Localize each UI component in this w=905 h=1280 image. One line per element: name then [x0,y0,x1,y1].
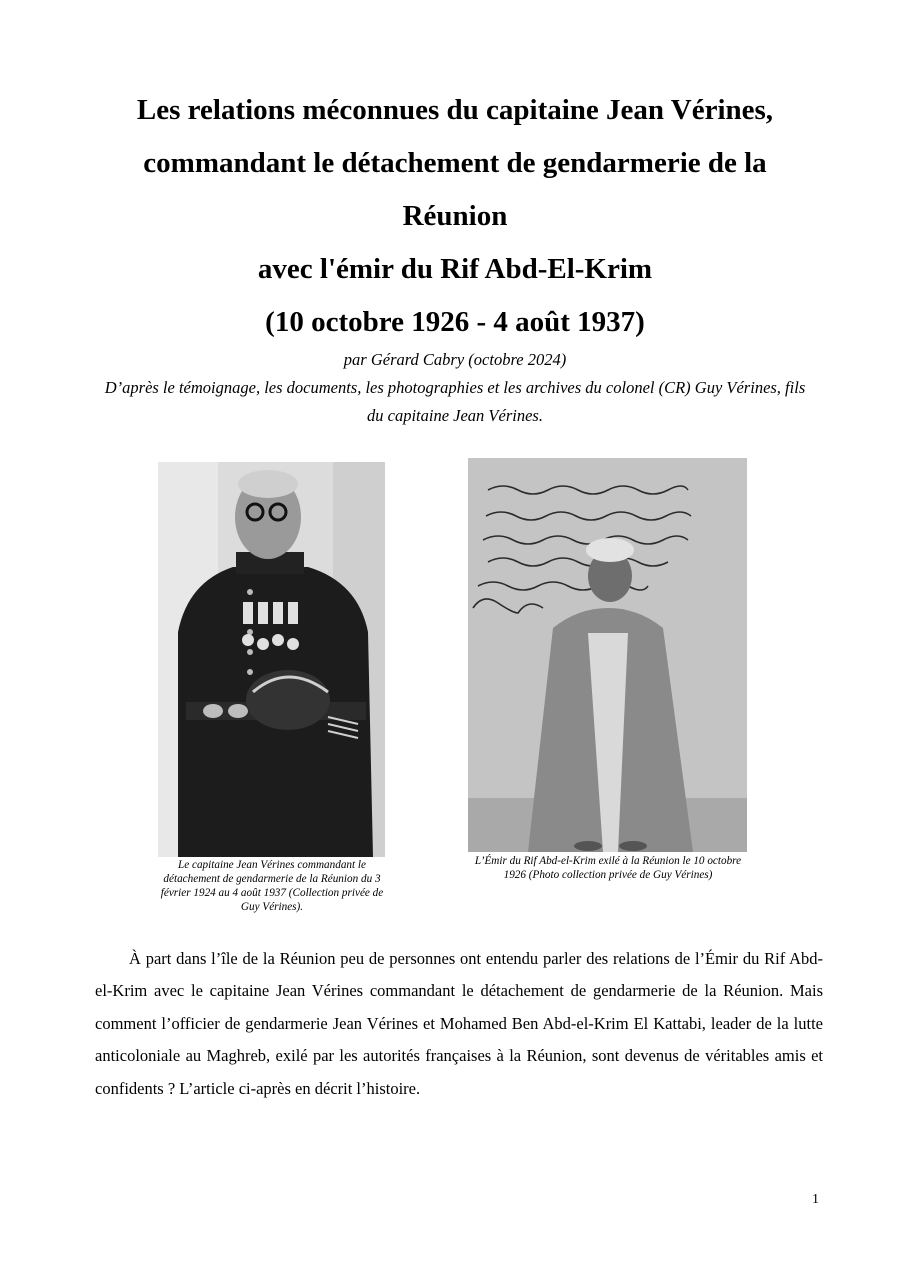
title-line-1: Les relations méconnues du capitaine Jean Vérines, [136,94,774,126]
body-paragraph: À part dans l’île de la Réunion peu de personnes ont entendu parler des relations de l’Émir du Rif Abd-el-Krim avec le capitaine Jean Vérines commandant le détachement de gendarmerie de la Réunion. Mais comment l’officier de gendarmerie Jean Vérines et Mohamed Ben Abd-el-Krim El Kattabi, leader de la lutte anticoloniale au Maghreb, exilé par les autorités françaises à la Réunion, sont devenus de véritables amis et confidents ? L’article ci-après en décrit l’histoire. [95,949,823,1098]
title-line-3: Réunion [402,200,508,232]
title-line-4: avec l'émir du Rif Abd-El-Krim [257,253,653,285]
article-title [95,84,815,349]
caption-emir: L’Émir du Rif Abd-el-Krim exilé à la Réunion le 10 octobre 1926 (Photo collection privée de Guy Vérines) [474,855,742,881]
photo-emir [468,458,747,852]
emir-illustration [468,458,747,852]
captain-illustration [158,462,385,857]
photo-captain [158,462,385,857]
title-line-2: commandant le détachement de gendarmerie de la [143,147,767,179]
byline [95,346,815,430]
caption-captain: Le capitaine Jean Vérines commandant le détachement de gendarmerie de la Réunion du 3 février 1924 au 4 août 1937 (Collection privée de Guy Vérines). [160,859,384,913]
title-line-5: (10 octobre 1926 - 4 août 1937) [265,306,645,338]
page-number: 1 [812,1192,819,1207]
author-line: par Gérard Cabry (octobre 2024) [343,350,567,369]
source-line: D’après le témoignage, les documents, les photographies et les archives du colonel (CR) Guy Vérines, fils du capitaine Jean Vérines. [104,378,806,425]
